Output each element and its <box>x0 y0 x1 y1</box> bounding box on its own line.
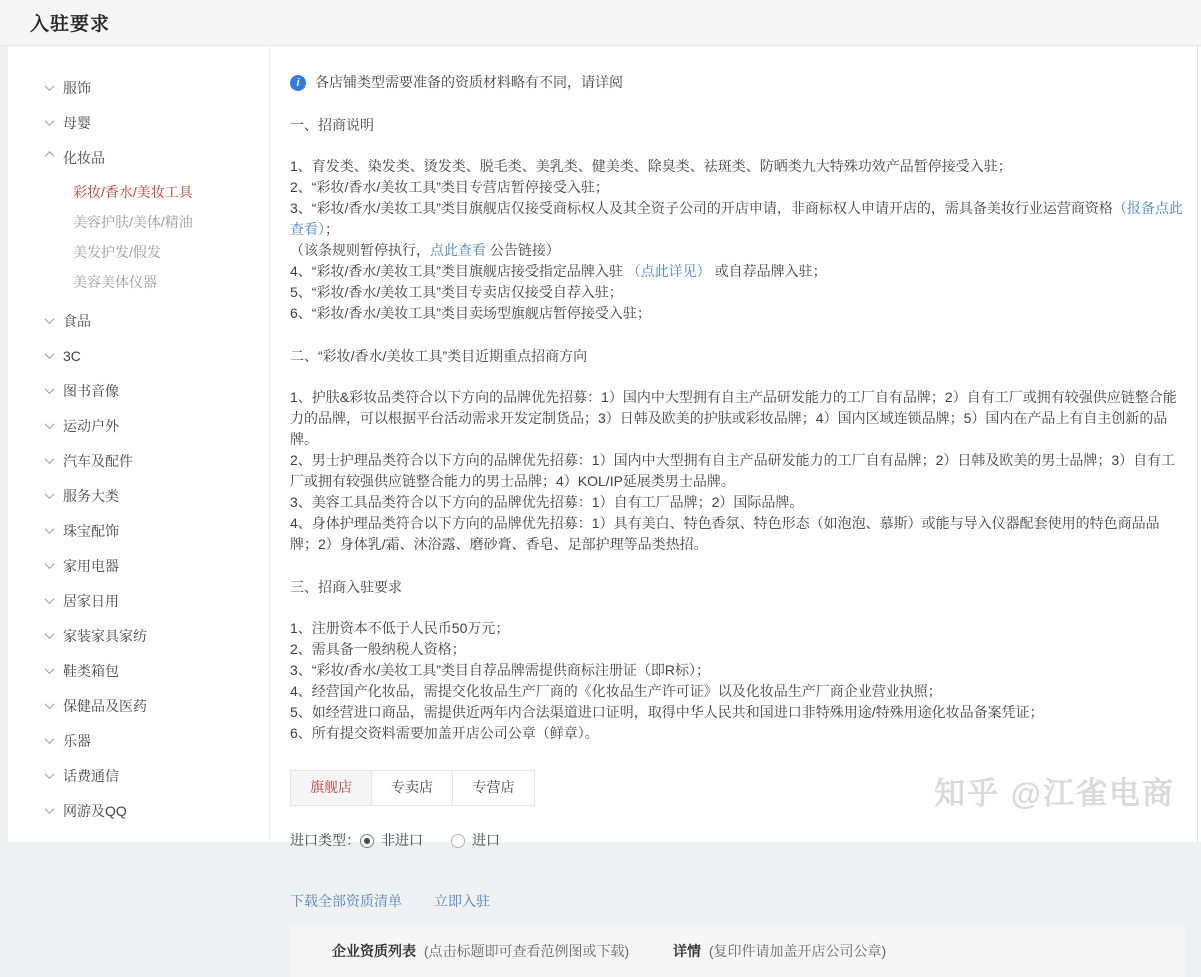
section-3-body <box>290 618 1185 744</box>
sidebar-item-shoes-bags[interactable] <box>8 653 269 688</box>
sidebar-item-label: 服务大类 <box>63 487 119 504</box>
rule-line: 1、护肤&彩妆品类符合以下方向的品牌优先招募：1）国内中大型拥有自主产品研发能力的工厂自有品牌；2）自有工厂或拥有较强供应链整合能力的品牌，可以根据平台活动需求开发定制货品；3）日韩及欧美的护肤或彩妆品牌；4）国内区域连锁品牌；5）国内在产品上有自主创新的品牌。 <box>290 389 1177 447</box>
section-2-heading: 二、“彩妆/香水/美妆工具”类目近期重点招商方向 <box>290 348 588 364</box>
rule-line: 2、“彩妆/香水/美妆工具”类目专营店暂停接受入驻； <box>290 179 609 195</box>
chevron-down-icon <box>45 559 55 569</box>
sidebar-item-clothing[interactable] <box>8 70 269 105</box>
rule-line: 2、男士护理品类符合以下方向的品牌优先招募：1）国内中大型拥有自主产品研发能力的工厂自有品牌；2）日韩及欧美的男士品牌；3）自有工厂或拥有较强供应链整合能力的男士品牌；4）KOL/IP延展类男士品牌。 <box>290 452 1176 489</box>
notice-bar <box>290 72 1185 93</box>
radio-non-import[interactable]: 非进口 <box>360 830 423 851</box>
rule-line: （该条规则暂停执行，点此查看 公告链接） <box>290 242 560 258</box>
section-3-heading: 三、招商入驻要求 <box>290 579 402 595</box>
rule-line: 3、美容工具品类符合以下方向的品牌优先招募：1）自有工厂品牌；2）国际品牌。 <box>290 494 804 510</box>
store-type-tabs <box>290 770 535 806</box>
main-content <box>270 46 1201 959</box>
import-type-row <box>290 830 1185 851</box>
rule-line: 1、注册资本不低于人民币50万元； <box>290 620 510 636</box>
chevron-down-icon <box>45 384 55 394</box>
info-icon <box>290 75 306 91</box>
sidebar-item-food[interactable] <box>8 303 269 338</box>
sidebar-item-label: 珠宝配饰 <box>63 522 119 539</box>
chevron-down-icon <box>45 454 55 464</box>
sidebar-item-auto-parts[interactable] <box>8 443 269 478</box>
chevron-down-icon <box>45 664 55 674</box>
sidebar-item-label: 鞋类箱包 <box>63 662 119 679</box>
brand-detail-link[interactable]: （点此详见） <box>626 263 711 279</box>
page-title: 入驻要求 <box>30 14 111 35</box>
actions-row <box>290 891 1185 912</box>
chevron-up-icon <box>45 151 55 161</box>
sidebar-item-label: 家用电器 <box>63 557 119 574</box>
sidebar-item-label: 图书音像 <box>63 382 119 399</box>
sidebar-item-services[interactable] <box>8 478 269 513</box>
detail-column-header: 详情 (复印件请加盖开店公司公章) <box>673 942 887 959</box>
sidebar-item-cosmetics[interactable] <box>8 140 269 175</box>
rule-line: 4、经营国产化妆品，需提交化妆品生产厂商的《化妆品生产许可证》以及化妆品生产厂商企业营业执照； <box>290 683 942 699</box>
sidebar-item-label: 食品 <box>63 312 91 329</box>
content-row <box>0 46 1201 959</box>
tab-exclusive-store[interactable]: 专卖店 <box>372 771 453 805</box>
sidebar-item-label: 家装家具家纺 <box>63 627 147 644</box>
chevron-down-icon <box>45 524 55 534</box>
rule-line: 5、如经营进口商品，需提供近两年内合法渠道进口证明，取得中华人民共和国进口非特殊用途/特殊用途化妆品备案凭证； <box>290 704 1044 720</box>
chevron-down-icon <box>45 349 55 359</box>
rule-line: 2、需具备一般纳税人资格； <box>290 641 466 657</box>
sidebar <box>8 46 270 842</box>
watermark: 知乎 @江雀电商 <box>934 776 1175 811</box>
sidebar-item-label: 汽车及配件 <box>63 452 133 469</box>
page-header <box>0 0 1201 46</box>
section-1-body <box>290 156 1185 324</box>
chevron-down-icon <box>45 699 55 709</box>
sidebar-item-books-media[interactable] <box>8 373 269 408</box>
scrollbar-track[interactable] <box>1197 46 1198 842</box>
sidebar-item-makeup-perfume-tools[interactable]: 彩妆/香水/美妆工具 <box>73 184 193 200</box>
qualification-table-header <box>290 925 1185 977</box>
sidebar-item-label: 化妆品 <box>63 149 105 166</box>
announcement-view-link[interactable]: 点此查看 <box>430 242 486 258</box>
sidebar-item-label: 服饰 <box>63 79 91 96</box>
chevron-down-icon <box>45 489 55 499</box>
sidebar-item-label: 运动户外 <box>63 417 119 434</box>
chevron-down-icon <box>45 804 55 814</box>
rule-line: 5、“彩妆/香水/美妆工具”类目专卖店仅接受自荐入驻； <box>290 284 623 300</box>
sidebar-item-household[interactable] <box>8 583 269 618</box>
rule-line: 4、“彩妆/香水/美妆工具”类目旗舰店接受指定品牌入驻 （点此详见） 或自荐品牌入驻； <box>290 263 827 279</box>
sidebar-cosmetics-children <box>8 175 269 303</box>
sidebar-item-home-appliances[interactable] <box>8 548 269 583</box>
rule-line: 4、身体护理品类符合以下方向的品牌优先招募：1）具有美白、特色香氛、特色形态（如泡泡、慕斯）或能与导入仪器配套使用的特色商品品牌；2）身体乳/霜、沐浴露、磨砂膏、香皂、足部护理等品类热招。 <box>290 515 1160 552</box>
sidebar-item-games-qq[interactable] <box>8 793 269 828</box>
sidebar-item-jewelry[interactable] <box>8 513 269 548</box>
sidebar-item-skincare-body-oil[interactable]: 美容护肤/美体/精油 <box>73 214 193 230</box>
chevron-down-icon <box>45 419 55 429</box>
radio-checked-icon[interactable] <box>360 834 374 848</box>
rule-line: 6、“彩妆/香水/美妆工具”类目卖场型旗舰店暂停接受入驻； <box>290 305 651 321</box>
rule-line: 3、“彩妆/香水/美妆工具”类目旗舰店仅接受商标权人及其全资子公司的开店申请，非商标权人申请开店的，需具备美妆行业运营商资格（报备点此查看）； <box>290 200 1183 237</box>
section-divider <box>290 873 1185 874</box>
sidebar-item-label: 话费通信 <box>63 767 119 784</box>
sidebar-item-label: 保健品及医药 <box>63 697 147 714</box>
qualification-list-column-header[interactable]: 企业资质列表 (点击标题即可查看范例图或下载) <box>332 942 630 959</box>
chevron-down-icon <box>45 734 55 744</box>
section-1-heading: 一、招商说明 <box>290 117 374 133</box>
notice-text: 各店铺类型需要准备的资质材料略有不同，请详阅 <box>315 74 623 90</box>
chevron-down-icon <box>45 116 55 126</box>
sidebar-item-mother-baby[interactable] <box>8 105 269 140</box>
rule-line: 1、育发类、染发类、烫发类、脱毛类、美乳类、健美类、除臭类、祛斑类、防晒类九大特殊功效产品暂停接受入驻； <box>290 158 1012 174</box>
sidebar-item-label: 网游及QQ <box>63 802 127 819</box>
tab-franchise-store[interactable]: 专营店 <box>453 771 534 805</box>
sidebar-item-label: 居家日用 <box>63 592 119 609</box>
sidebar-item-telecom[interactable] <box>8 758 269 793</box>
tab-flagship-store[interactable]: 旗舰店 <box>291 771 372 805</box>
sidebar-item-sports-outdoor[interactable] <box>8 408 269 443</box>
chevron-down-icon <box>45 629 55 639</box>
sidebar-item-beauty-devices[interactable]: 美容美体仪器 <box>73 274 157 290</box>
sidebar-item-label: 3C <box>63 347 81 364</box>
sidebar-item-label: 母婴 <box>63 114 91 131</box>
sidebar-item-3c[interactable] <box>8 338 269 373</box>
chevron-down-icon <box>45 769 55 779</box>
sidebar-item-health-medicine[interactable] <box>8 688 269 723</box>
sidebar-item-instruments[interactable] <box>8 723 269 758</box>
radio-unchecked-icon[interactable] <box>451 834 465 848</box>
chevron-down-icon <box>45 314 55 324</box>
sidebar-item-home-furnishing[interactable] <box>8 618 269 653</box>
rule-line: 3、“彩妆/香水/美妆工具”类目自荐品牌需提供商标注册证（即R标）； <box>290 662 710 678</box>
section-2-body <box>290 387 1185 555</box>
rule-line: 6、所有提交资料需要加盖开店公司公章（鲜章）。 <box>290 725 599 741</box>
join-now-link[interactable]: 立即入驻 <box>434 893 490 909</box>
download-qualification-list-link[interactable]: 下载全部资质清单 <box>290 893 402 909</box>
radio-import[interactable]: 进口 <box>451 830 500 851</box>
chevron-down-icon <box>45 594 55 604</box>
report-view-link[interactable]: （报备点此查看） <box>290 200 1183 237</box>
chevron-down-icon <box>45 81 55 91</box>
sidebar-item-haircare-wigs[interactable]: 美发护发/假发 <box>73 244 161 260</box>
import-type-label: 进口类型： <box>290 832 360 848</box>
sidebar-item-label: 乐器 <box>63 732 91 749</box>
